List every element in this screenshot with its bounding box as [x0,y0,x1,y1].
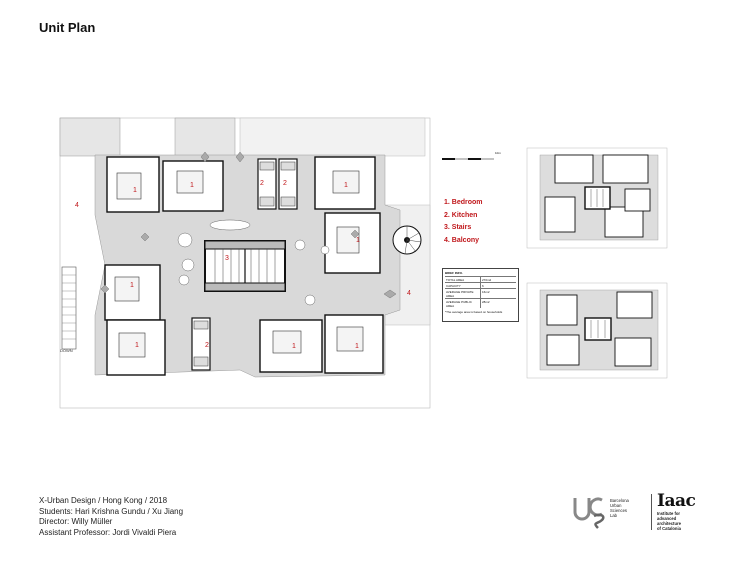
ucs-text: Sciences [610,508,627,513]
exterior-stair [62,267,76,349]
scale-bar [442,150,502,158]
iaac-mark: Iaac [657,491,696,511]
stair-core [205,241,285,291]
iaac-text: advanced [657,516,677,521]
upper-level-plan [525,145,670,250]
svg-text:1: 1 [292,343,296,350]
legend-item: 4. Balcony [444,236,480,244]
balcony-area [175,118,235,156]
svg-text:2: 2 [205,342,209,349]
spiral-stair [393,226,421,254]
main-floor-plan [55,115,435,410]
svg-text:1: 1 [135,342,139,349]
iaac-logo [657,491,695,531]
iaac-text: of Catalonia [657,526,681,531]
balcony-area [60,118,120,156]
iaac-text: Institute for [657,511,681,516]
ucs-logo [572,494,642,530]
svg-text:3: 3 [225,255,229,262]
svg-text:2: 2 [283,180,287,187]
lower-level-plan [525,280,670,380]
svg-text:1: 1 [344,182,348,189]
svg-text:1: 1 [355,343,359,350]
credits [39,496,183,538]
credit-line: X-Urban Design / Hong Kong / 2018 [39,496,168,505]
svg-text:1: 1 [130,282,134,289]
ucs-text: Urban [610,503,622,508]
legend-item: 3. Stairs [444,224,472,231]
svg-text:4: 4 [75,202,79,209]
svg-text:2: 2 [260,180,264,187]
ucs-text: Barcelona [610,498,629,503]
legend-item: 1. Bedroom [444,199,483,206]
svg-text:4: 4 [407,290,411,297]
svg-text:1: 1 [356,237,360,244]
balcony-area [240,118,425,156]
info-table [442,268,519,322]
info-row: TOTAL AREA 270m2 [445,276,516,282]
credit-line: Assistant Professor: Jordi Vivaldi Piera [39,527,177,537]
credit-line: Director: Willy Müller [39,517,113,526]
info-heading: BRIEF INFO. [445,271,463,275]
credit-line: Students: Hari Krishna Gundu / Xu Jiang [39,506,184,516]
info-row: AVERAGE PUBLIC AREA 28m2 [445,298,516,308]
legend [444,197,483,247]
page-title: Unit Plan [39,20,96,35]
ucs-text: Lab [610,513,617,518]
svg-text:1: 1 [190,182,194,189]
svg-text:1: 1 [133,187,137,194]
legend-item: 2. Kitchen [444,211,478,219]
iaac-text: architecture [657,521,681,526]
info-row: AVERAGE PRIVATE AREA 16m2 [445,288,516,298]
info-note: *The average area is based on households [445,310,503,314]
logo-divider [651,494,652,530]
info-row: CAPACITY 6 [445,282,516,288]
down-label: DOWN [60,348,73,353]
scale-label: 10m [495,151,501,155]
